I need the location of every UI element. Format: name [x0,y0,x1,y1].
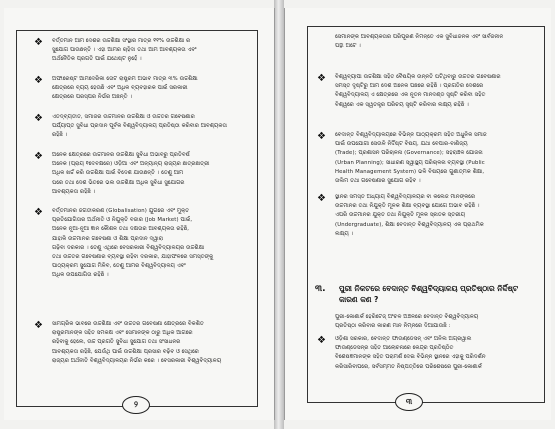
right-paragraph-3: ସ୍ଥାନର ସମସ୍ତ ଅଧ୍ୟାୟ ବିଶ୍ୱବିଦ୍ୟାଳୟର ବା କଲେଜ ମାନଙ୍କରେ ଉଚ୍ଚମାନର ତଥା ନିଯୁକ୍ତି ମୂଳକ ଶିକ୍ଷା ବ୍ୟବସ୍ଥା ଯୋଗେ ଅଭାବ ରହିଛି । ଏପରି ଉଚ୍ଚମାନର ଯୁକ୍ତ ତଥା ନିଯୁକ୍ତି ମୂଳକ ସ୍ନାତକ ସ୍ତରୀୟ (Undergraduate), ଶିକ୍ଷା ବେଦାନ୍ତ ବିଶ୍ୱବିଦ୍ୟାଳୟ ଏକ ପ୍ରାଥମିକ ଲକ୍ଷ୍ୟ । [335,194,484,237]
diamond-bullet-icon: ❖ [34,113,43,124]
right-intro-text: ସେମାନଙ୍କ ଆବଶ୍ୟକତାର ପରିପୂରଣ ନିମନ୍ତେ ଏକ ସୁବିଧାଜନକ ଏବଂ ସାର୍ବଜନୀନ ପନ୍ଥା ଅଟେ । [335,34,504,50]
right-page [284,8,551,420]
book-gutter [274,0,284,429]
question-number: ୩. [315,284,326,294]
diamond-bullet-icon: ❖ [34,151,43,162]
diamond-bullet-icon: ❖ [317,131,326,142]
page-number: ୨ [122,396,150,414]
diamond-bullet-icon: ❖ [317,335,326,346]
diamond-bullet-icon: ❖ [34,320,43,331]
diamond-bullet-icon: ❖ [34,207,43,218]
left-paragraph-5: ବର୍ତ୍ତମାନର ଜଗତୀକରଣ (Globalisation) ଯୁଗରେ ଏବଂ ମୁକ୍ତ ପ୍ରତିଯୋଗିତାର ଅର୍ଥନୀତି ଓ ନିଯୁକ୍ତି ବଜାର (Job Market) ପାଇଁ, ଅନେକ ନୂଆ-ନୂଆ ଜ୍ଞାନ କୌଶଳ ତଥା ଦକ୍ଷତାର ଆବଶ୍ୟକତା ରହିଛି, ଯାହାକି ଉଚ୍ଚମାନର ଗବେଷଣା ଓ ଶିକ୍ଷା ପ୍ରଦାନ ଦ୍ୱାରା ଗଢ଼ିବା ଦରକାର । ତେଣୁ ଏଥିରେ ବେସରକାରୀ ବିଶ୍ୱବିଦ୍ୟାଳୟର ଉଚ୍ଚଶିକ୍ଷା ତଥା ଉଚ୍ଚତର ଗବେଷଣାର ବ୍ୟବସ୍ଥା ରହିବା ଦରକାର, ଯାହାଫଳରେ ସମସ୍ତଙ୍କୁ ପାଠ୍ୟକ୍ରମ ସୁଯୋଗ ମିଳିବ, ତେଣୁ ଆମର ବିଶ୍ୱବିଦ୍ୟାଳୟ ଏବଂ ଅଧିକ ଉପଯୋଗିତା ରହିଛି । [52,208,214,279]
diamond-bullet-icon: ❖ [317,73,326,84]
diamond-bullet-icon: ❖ [34,37,43,48]
right-paragraph-4: ଓଡ଼ିଶା ସରକାର, ବେଦାନ୍ତ ଫାଉଣ୍ଡେସନ୍ ଏବଂ ଅନିଲ ଅଗ୍ରୱାଲ ଫାଉଣ୍ଡେସନ୍ର ସହିତ ଆଲୋଚନାରେ କେନ୍ଦ୍ର ପ୍ରତିଷ୍ଠିତ ବିଶେଷଜ୍ଞମାନଙ୍କ ସହିତ ପରାମର୍ଶ ଦେଇ ବିଭିନ୍ନ ସ୍ଥାନରେ ଏହାକୁ ପରିଦର୍ଶନ କରିସାରିବାପରେ, ସର୍ବସମ୍ମତ ନିଷ୍ପତ୍ତିରେ ପରିଶେଷରେ ପୁରୀ-କୋଣାର୍କ [335,336,486,370]
page-number: ୩ [395,393,423,411]
left-paragraph-4: ଅନେକ କ୍ଷେତ୍ରରେ ଉଚ୍ଚମାନର ଉଚ୍ଚଶିକ୍ଷା ସୁବିଧା ଅଭାବରୁ ପ୍ରତିବର୍ଷ ଅନେକ (ପ୍ରାୟ ୧ଦେବକ୍ଷରେ) ଓଡ଼ିଆ ଏବଂ ଅନ୍ୟାନ୍ୟ ରାଜ୍ୟର ଛାତ୍ରଛାତ୍ରୀ ଅଧିକ ଖର୍ଚ୍ଚ କରି ଉଚ୍ଚଶିକ୍ଷା ପାଇଁ ବିଦେଶ ଯାଉଛନ୍ତି । ତେଣୁ ଆମ ଘରେ ତଥା ଦେଶ ଭିତରେ ଭଲ ଉଚ୍ଚଶିକ୍ଷା ଅଧିକ ସୁବିଧା ସୁଯୋଗର ଆବଶ୍ୟକତା ରହିଛି । [52,152,210,195]
diamond-bullet-icon: ❖ [34,75,43,86]
diamond-bullet-icon: ❖ [317,193,326,204]
left-page [4,8,275,420]
right-paragraph-2: ବେଦାନ୍ତ ବିଶ୍ୱବିଦ୍ୟାଳୟରେ ବିଭିନ୍ନ ପାଠ୍ୟକ୍ରମ ସହିତ ଅଧୁନିକ ସମାଜ ପାଇଁ ଉପଯୋଗୀ ସେଉଳି ନିର୍ଦ୍ଦିଷ୍ଟ ବିଷୟ, ଯଥା ବେପାର-ବାଣିଜ୍ୟ (Trade); ପ୍ରଶାସନ ପରିଚାଳନା (Governance); ସହରାଞ୍ଚଳ ଯୋଜନା (Urban Planning); ସାଧାରଣ ସ୍ୱାସ୍ଥ୍ୟ ପରିଚାଳନା ବ୍ୟବସ୍ଥା (Public Health Management System) ଭଳି ବିଷୟରେ ଗୁଣାତ୍ମକ ଶିକ୍ଷା, ତାଲିମ ତଥା ଗବେଷଣାର ସୁଯୋଗ ରହିବ । [335,132,487,185]
right-paragraph-1: ବିଶ୍ୱବ୍ୟାପୀ ଉଚ୍ଚଶିକ୍ଷା ସହିତ ବୈଷୟିକ ଉନ୍ନତି ଘଟିଥିବାରୁ ଉଚ୍ଚତର ଗବେଷଣାର ସମସ୍ତ ଦୃଷ୍ଟିରୁ ଆମ ଦେଶ ଅନେକ ପଛରେ ରହିଛି । ପ୍ରଗତିର ଦେଶରେ ବିଶ୍ୱବିଦ୍ୟାଳୟ ଏ କ୍ଷେତ୍ରରେ ଏକ ନୂତନ ମାନଦଣ୍ଡ ସୃଷ୍ଟି କରିବା ସହିତ ବିଶ୍ୱରେ ଏକ ସ୍ୱତନ୍ତ୍ର ପରିଚୟ ସୃଷ୍ଟି କରିବାର ଲକ୍ଷ୍ୟ ରହିଛି । [335,74,501,108]
left-paragraph-3: ଏତଦ୍ବ୍ୟତୀତ, ସମାଜର ଉଚ୍ଚମାନର ଉଚ୍ଚଶିକ୍ଷା ଓ ଉଚ୍ଚତର ଗବେଷଣାର ପର୍ଯ୍ୟାପ୍ତ ସୁବିଧା ପ୍ରଦାନ ପୂର୍ବକ ବିଶ୍ୱବିଦ୍ୟାଳୟ ପ୍ରତିଷ୍ଠା କରିବାର ଆବଶ୍ୟକତା ରହିଛି । [52,114,227,139]
left-paragraph-6: ସାମଗ୍ରିକ ଭାବରେ ଉଚ୍ଚଶିକ୍ଷା ଏବଂ ଉଚ୍ଚତର ଗବେଷଣା କ୍ଷେତ୍ରରେ ବିକଶିତ ରାଷ୍ଟ୍ରମାନଙ୍କ ସହିତ ସମକକ୍ଷ ଏବଂ ସେମାନଙ୍କ ଠାରୁ ଅଧିକ ଆଗରେ ରହିବାକୁ ହେଲେ, ଉଚ୍ଚ ପ୍ରଗତି ସୁବିଧା ସୁଯୋଗ ତଥା ସଂସାଧନର ଆବଶ୍ୟକତା ରହିଛି, ଯେଉଁଥି ପାଇଁ ଉଚ୍ଚଶିକ୍ଷା ପ୍ରସାର ବଢ଼ିବ ଓ ସେଥିରେ ରାଜ୍ୟର ଅର୍ଥନୀତି ବିଶ୍ୱବିଦ୍ୟାଳୟର ନିର୍ଭର କରେ । ବେସରକାରୀ ବିଶ୍ୱବିଦ୍ୟାଳୟ [52,321,222,364]
left-paragraph-1: ବର୍ତ୍ତମାନ ଆମ ଦେଶର ଉଚ୍ଚଶିକ୍ଷା ସଂସ୍ଥାର ମାତ୍ର ୧୧% ଉଚ୍ଚଶିକ୍ଷା ର ସୁଯୋଗ ପାଉଛନ୍ତି । ଏହା ଆମର ଚାହିଦା ତଥା ଆମ ଆବଶ୍ୟକତା ଏବଂ ଅର୍ଥନୈତିକ ପ୍ରଗତି ପାଇଁ ଯଥେଷ୍ଟ ନୁହେଁ । [52,38,197,63]
answer-intro: ପୁରୀ-କୋଣାର୍କ ହେରିଟେଜ୍ ଅଂଚଳ ଅଞ୍ଚଳରେ ବେଦାନ୍ତ ବିଶ୍ୱବିଦ୍ୟାଳୟ ପ୍ରତିଷ୍ଠା କରିବାର କାରଣ ମାନ ନିମ୍ନରେ ଦିଆଯାଉଛି : [335,314,479,330]
question-heading: ପୁରୀ ନିକଟରେ ବେଦାନ୍ତ ବିଶ୍ୱବିଦ୍ୟାଳୟ ପ୍ରତିଷ୍ଠାର ନିର୍ଦ୍ଦିଷ୍ଟ କାରଣ କଣ ? [339,284,519,304]
left-paragraph-2: ଅଫାରେଷ୍ଟ ଆମଦେରିକା ତୋଟ ରାଷ୍ଟ୍ରମ ଅଭାବ ମାତ୍ର ୩% ଉଚ୍ଚଶିକ୍ଷା କ୍ଷେତ୍ରରେ ବ୍ୟୟ ହେଉଛି ଏବଂ ଅଧିକ ବ୍ୟବହାରକ ପାଇଁ ସରକାରୀ କ୍ଷେତ୍ରରେ ପରସ୍ପର ନିର୍ଭର ଅଛନ୍ତି । [52,76,198,101]
